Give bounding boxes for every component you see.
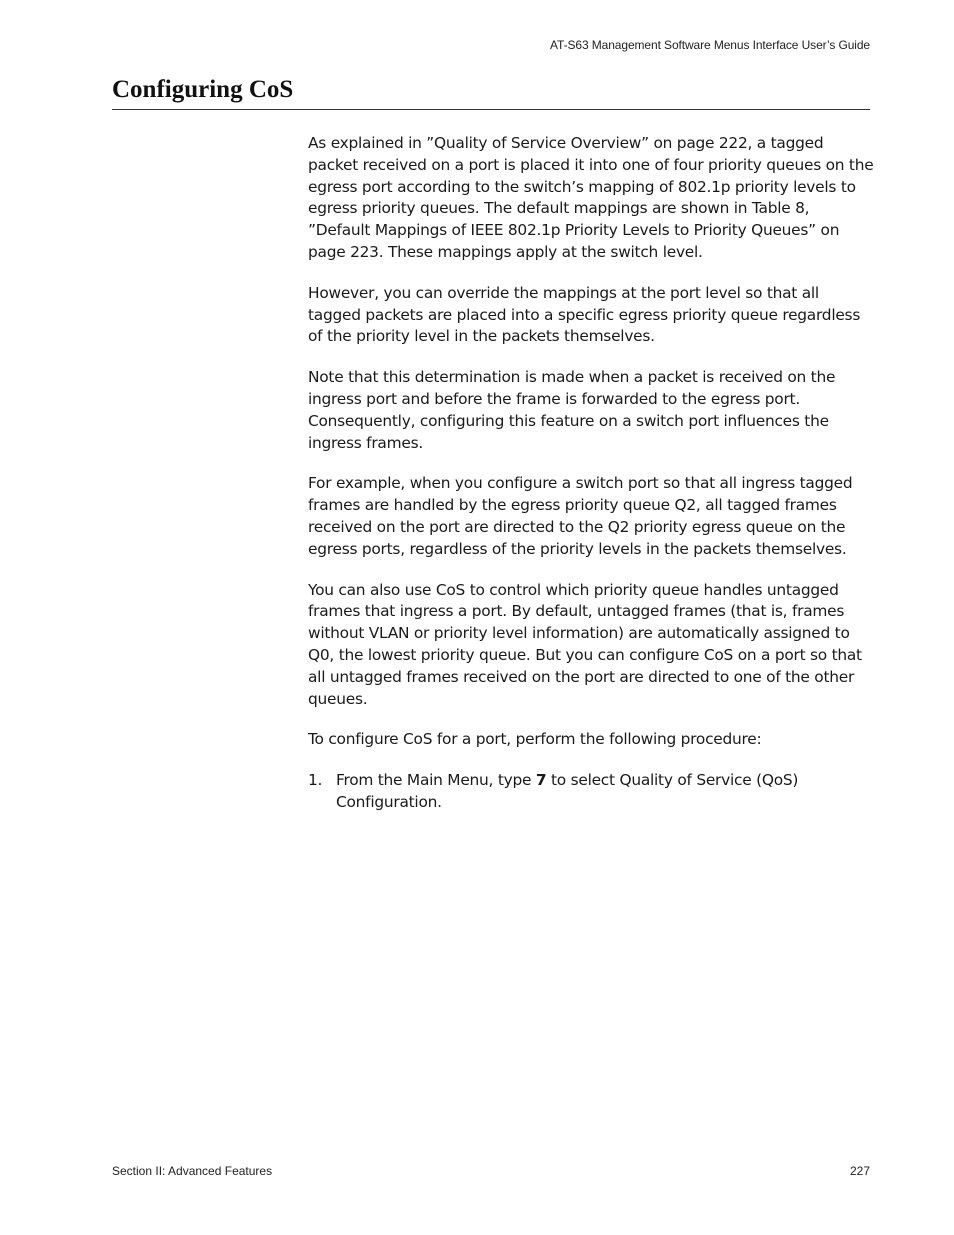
paragraph-override: However, you can override the mappings at the port level so that all tagged packets are placed into a specific egress priority queue regardless of the priority level in the packets themselves. bbox=[308, 283, 861, 346]
step-number: 1. bbox=[308, 771, 323, 790]
paragraph-intro: As explained in ”Quality of Service Overview” on page 222, a tagged packet received on a port is placed it into one of four priority queues on the egress port according to the switch’s mapping of 802.1p priority levels to egress priority queues. The default mappings are shown in Table 8, ”Default Mappings of IEEE 802.1p Priority Levels to Priority Queues” on page 223. These mappings apply at the switch level. bbox=[308, 134, 874, 261]
step-text-after: to select Quality of Service (QoS) Configuration. bbox=[336, 771, 799, 811]
body-text bbox=[308, 133, 874, 814]
page-title: Configuring CoS bbox=[112, 76, 294, 103]
procedure-step bbox=[308, 770, 874, 814]
paragraph-untagged: You can also use CoS to control which priority queue handles untagged frames that ingress a port. By default, untagged frames (that is, frames without VLAN or priority level information) are automatically assigned to Q0, the lowest priority queue. But you can configure CoS on a port so that all untagged frames received on the port are directed to one of the other queues. bbox=[308, 580, 862, 708]
step-key: 7 bbox=[535, 771, 547, 790]
footer-section-label: Section II: Advanced Features bbox=[112, 1164, 273, 1178]
paragraph-example: For example, when you configure a switch port so that all ingress tagged frames are handled by the egress priority queue Q2, all tagged frames received on the port are directed to the Q2 priority egress queue on the egress ports, regardless of the priority levels in the packets themselves. bbox=[308, 474, 853, 558]
step-text-before: From the Main Menu, type bbox=[336, 771, 536, 790]
step-text bbox=[336, 770, 874, 814]
footer-page-number: 227 bbox=[849, 1164, 870, 1178]
running-header: AT-S63 Management Software Menus Interface User’s Guide bbox=[550, 38, 870, 52]
procedure-steps bbox=[308, 770, 874, 814]
paragraph-procedure-intro: To configure CoS for a port, perform the following procedure: bbox=[308, 730, 762, 749]
paragraph-determination: Note that this determination is made when a packet is received on the ingress port and before the frame is forwarded to the egress port. Consequently, configuring this feature on a switch port influences the ingress frames. bbox=[308, 368, 836, 452]
title-rule bbox=[112, 109, 870, 110]
